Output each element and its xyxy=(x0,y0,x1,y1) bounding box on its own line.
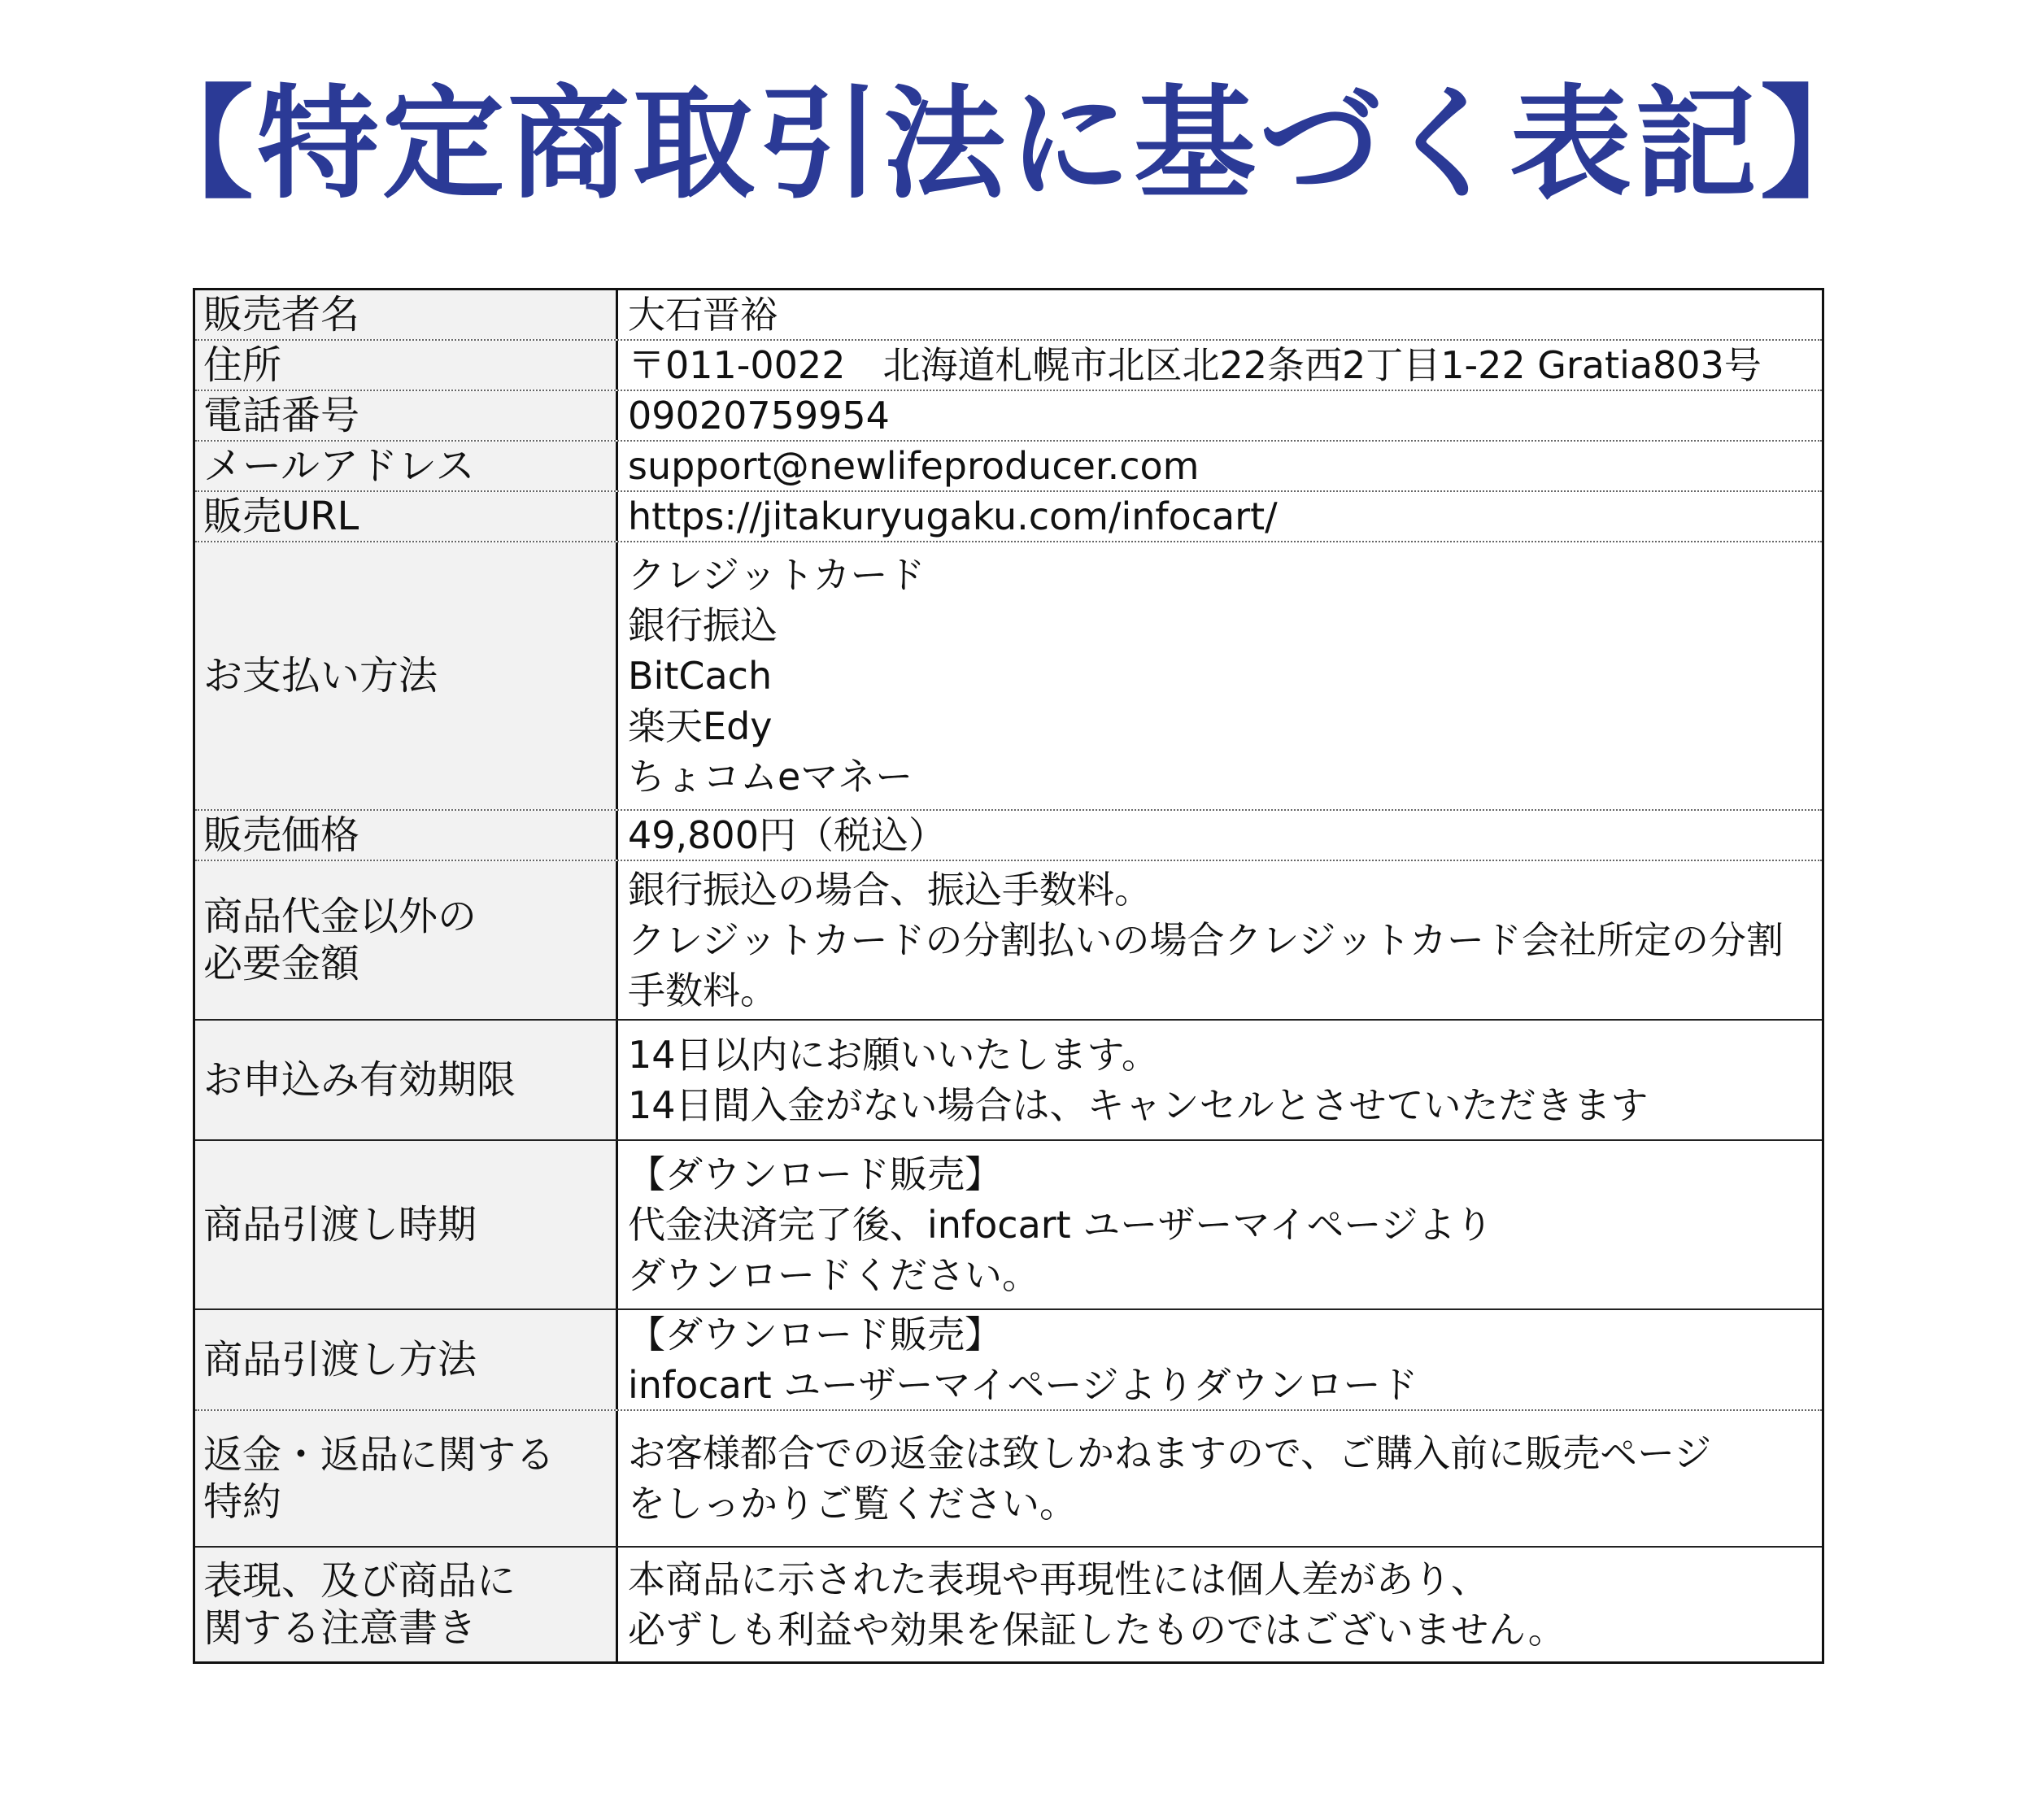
list-item: 銀行振込 xyxy=(628,603,778,647)
row-value xyxy=(618,492,1822,541)
row-value xyxy=(618,542,1822,809)
table-row-refund-policy xyxy=(195,1411,1822,1548)
row-value xyxy=(618,442,1822,490)
table-row-application-deadline xyxy=(195,1021,1822,1141)
row-label: 販売URL xyxy=(195,492,618,541)
row-value: 本商品に示された表現や再現性には個人差があり、 必ずしも利益や効果を保証したものではございません。 xyxy=(628,1557,1566,1652)
row-label: 販売価格 xyxy=(195,811,618,860)
row-label: 表現、及び商品に 関する注意書き xyxy=(195,1548,618,1661)
row-label: 商品引渡し方法 xyxy=(195,1310,618,1409)
list-item: BitCach xyxy=(628,654,773,698)
table-row-address xyxy=(195,341,1822,391)
row-label: メールアドレス xyxy=(195,442,618,490)
sales-url-link: https://jitakuryugaku.com/infocart/ xyxy=(628,494,1278,538)
row-label: 電話番号 xyxy=(195,391,618,440)
table-row-price xyxy=(195,811,1822,861)
row-label: 商品代金以外の 必要金額 xyxy=(195,861,618,1019)
row-label: 販売者名 xyxy=(195,290,618,339)
legal-notice-table xyxy=(193,288,1824,1664)
row-value: 銀行振込の場合、振込手数料。 クレジットカードの分割払いの場合クレジットカード会社所定の分割 手数料。 xyxy=(628,868,1784,1012)
row-label: お申込み有効期限 xyxy=(195,1021,618,1139)
row-label: 返金・返品に関する 特約 xyxy=(195,1411,618,1546)
row-value: 49,800円（税込） xyxy=(628,813,946,857)
table-row-seller xyxy=(195,290,1822,341)
page-title: 【特定商取引法に基づく表記】 xyxy=(131,74,1885,216)
table-row-additional-fees xyxy=(195,861,1822,1021)
row-value: 09020759954 xyxy=(628,394,890,438)
table-row-phone xyxy=(195,391,1822,442)
email-link: support@newlifeproducer.com xyxy=(628,444,1200,488)
table-row-delivery-time xyxy=(195,1141,1822,1310)
list-item: クレジットカード xyxy=(628,553,926,597)
row-value: 14日以内にお願いいたします。 14日間入金がない場合は、キャンセルとさせていただきます xyxy=(628,1033,1649,1127)
row-value: 大石晋裕 xyxy=(628,293,778,337)
table-row-payment-methods xyxy=(195,542,1822,811)
row-value: 【ダウンロード販売】 infocart ユーザーマイページよりダウンロード xyxy=(628,1313,1418,1407)
list-item: 楽天Edy xyxy=(628,704,773,748)
table-row-delivery-method xyxy=(195,1310,1822,1411)
row-value: 【ダウンロード販売】 代金決済完了後、infocart ユーザーマイページより ダウンロードください。 xyxy=(628,1152,1493,1297)
table-row-url xyxy=(195,492,1822,542)
row-value: お客様都合での返金は致しかねますので、ご購入前に販売ページ をしっかりご覧ください。 xyxy=(628,1431,1712,1526)
list-item: ちょコムeマネー xyxy=(628,755,913,799)
row-label: お支払い方法 xyxy=(195,542,618,809)
table-row-email xyxy=(195,442,1822,492)
row-value: 〒011-0022 北海道札幌市北区北22条西2丁目1-22 Gratia803号 xyxy=(628,343,1762,387)
row-label: 住所 xyxy=(195,341,618,390)
table-row-disclaimer xyxy=(195,1548,1822,1661)
row-label: 商品引渡し時期 xyxy=(195,1141,618,1308)
